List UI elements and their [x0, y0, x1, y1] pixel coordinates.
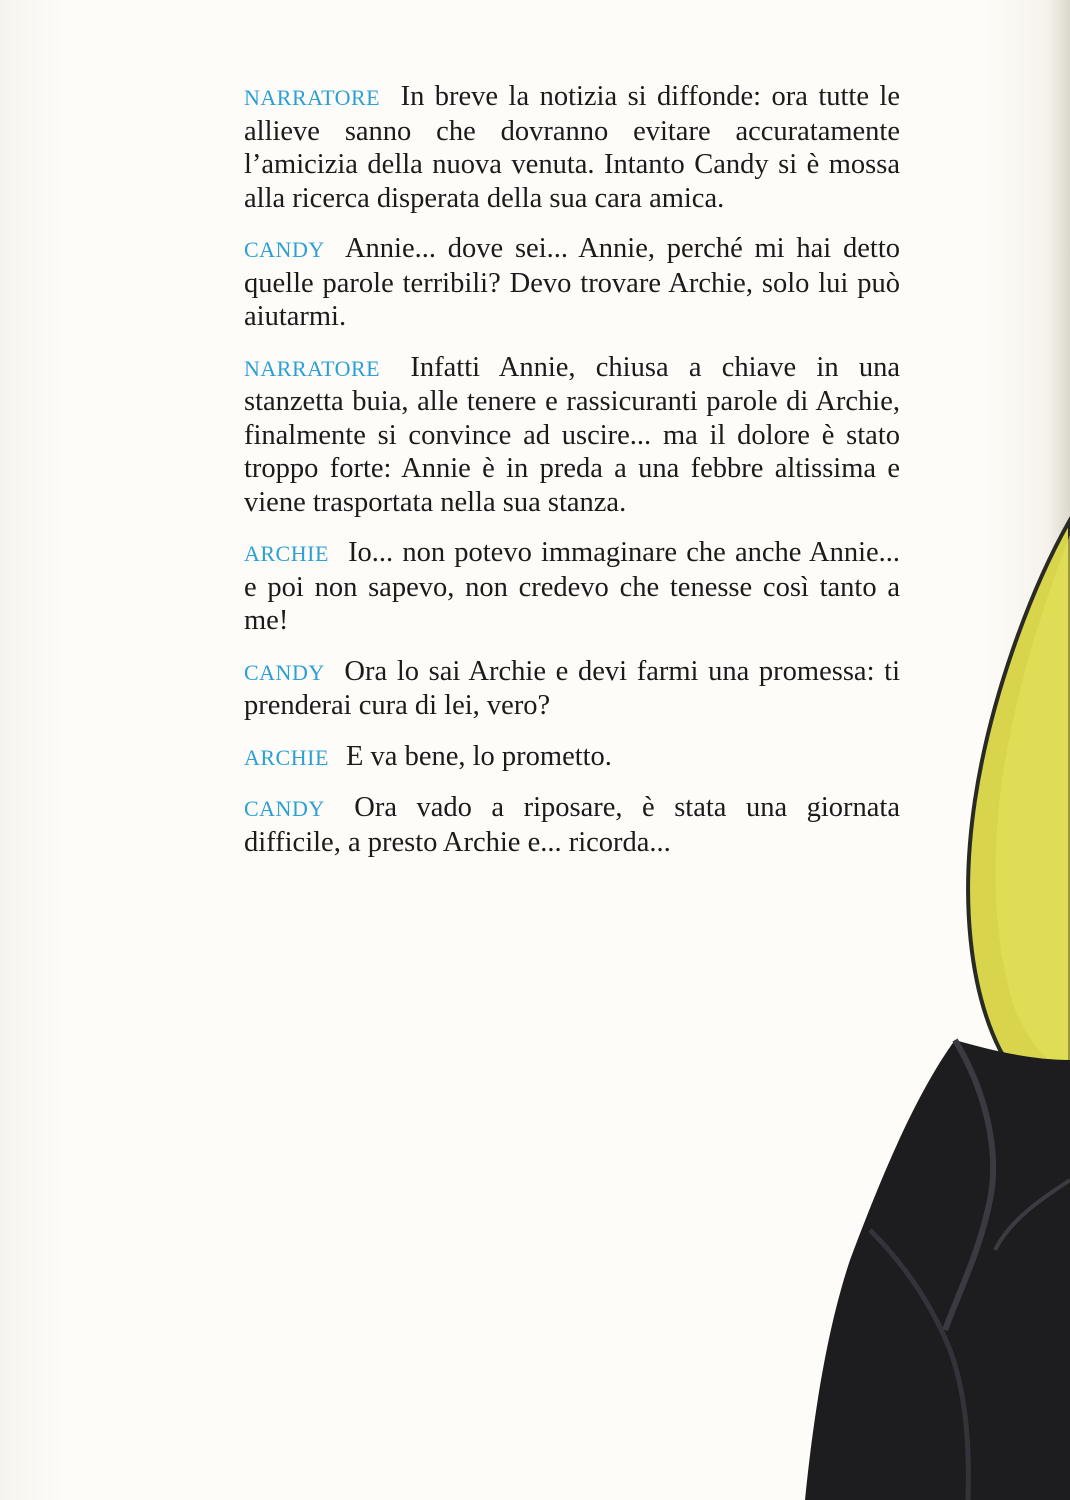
- paragraph-text: Ora vado a riposare, è stata una giornata difficile, a presto Archie e... ricorda...: [244, 792, 901, 858]
- paragraph-text: Annie... dove sei... Annie, perché mi hai detto quelle parole terribili? Devo trovare Archie, solo lui può aiutarmi.: [244, 233, 900, 332]
- paragraph-text: Infatti Annie, chiusa a chiave in una stanzetta buia, alle tenere e rassicuranti parole di Archie, finalmente si convince ad uscire... ma il dolore è stato troppo forte: Annie è in preda a una febbre altissima e viene trasportata nella sua stanza.: [244, 351, 901, 518]
- paragraph-archie-1: [244, 536, 900, 638]
- paragraph-text: E va bene, lo prometto.: [346, 740, 612, 772]
- dialogue-text: [244, 80, 900, 876]
- paragraph-narratore-2: [244, 351, 900, 520]
- paragraph-text: Ora lo sai Archie e devi farmi una promessa: ti prenderai cura di lei, vero?: [244, 655, 901, 721]
- paragraph-archie-2: [244, 740, 900, 775]
- speaker-label: ARCHIE: [244, 744, 329, 770]
- paragraph-candy-1: [244, 232, 900, 334]
- page-edge-shadow: [1048, 0, 1070, 1500]
- paragraph-candy-3: [244, 791, 900, 859]
- paragraph-candy-2: [244, 655, 900, 723]
- speaker-label: ARCHIE: [244, 541, 329, 566]
- paragraph-text: In breve la notizia si diffonde: ora tutte le allieve sanno che dovranno evitare accuratamente l’amicizia della nuova venuta. Intanto Candy si è mossa alla ricerca disperata della sua cara amica.: [244, 81, 901, 214]
- speaker-label: CANDY: [244, 796, 325, 821]
- speaker-label: CANDY: [244, 237, 325, 262]
- speaker-label: NARRATORE: [244, 355, 381, 381]
- speaker-label: CANDY: [244, 659, 325, 685]
- speaker-label: NARRATORE: [244, 85, 381, 110]
- paragraph-text: Io... non potevo immaginare che anche Annie... e poi non sapevo, non credevo che tenesse così tanto a me!: [244, 537, 901, 636]
- paragraph-narratore-1: [244, 80, 900, 215]
